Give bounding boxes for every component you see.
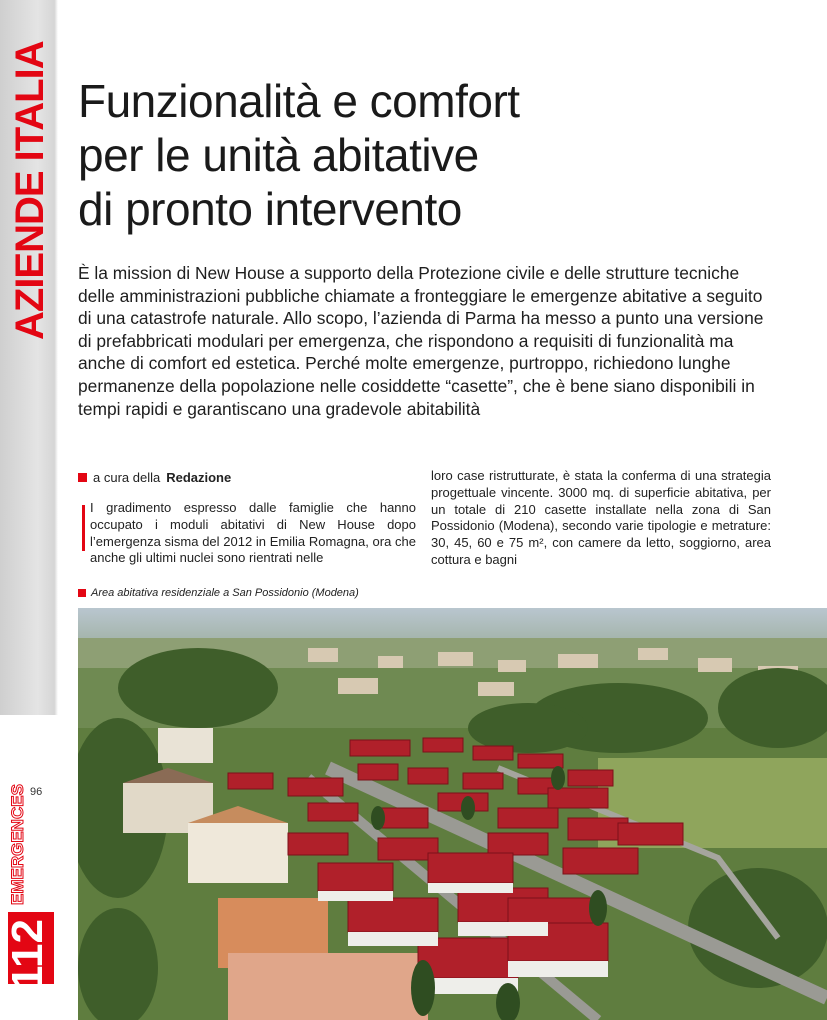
caption-text: Area abitativa residenziale a San Possidonio (Modena) [91,587,359,599]
title-line: per le unità abitative [78,129,479,181]
byline [78,470,231,485]
title-line: di pronto intervento [78,183,462,235]
article-title [78,74,778,236]
page-number: 96 [30,786,43,798]
byline-prefix: a cura della [93,470,161,485]
title-line: Funzionalità e comfort [78,75,520,127]
bullet-square-icon [78,473,87,482]
article-lead: È la mission di New House a supporto della Protezione civile e delle strutture tecniche delle amministrazioni pubbliche chiamate a fronteggiare le emergenze abitative a seguito di una catastrofe naturale. Allo scopo, l’azienda di Parma ha messo a punto una versione di prefabbricati modulari per emergenza, che rispondono a requisiti di funzionalità ma anche di comfort ed estetica. Perché molte emergenze, purtroppo, richiedono lunghe permanenze della popolazione nelle cosiddette “casette”, che è bene siano disponibili in tempi rapidi e garantiscano una gradevole abitabilità [78,263,764,419]
aerial-photo-illustration [78,608,827,1020]
body-column-left: I gradimento espresso dalle famiglie che hanno occupato i moduli abitativi di New House dopo l’emergenza sisma del 2012 in Emilia Romagna, ora che anche gli ultimi nuclei sono rientrati nelle [90,500,416,566]
byline-author: Redazione [166,470,232,485]
photo-caption [78,587,359,599]
magazine-number: 112 [3,919,52,990]
body-column-right: loro case ristrutturate, è stata la conferma di una strategia progettuale vincente. 3000 mq. di superficie abitativa, per un totale di 210 casette installate nella zona di San Possidonio (Modena), secondo varie tipologie e metrature: 30, 45, 60 e 75 m², con camere da letto, soggiorno, area cottura e bagni [431,468,771,567]
magazine-name: EMERGENCES [8,784,27,905]
aerial-photo [78,608,827,1020]
section-label: AZIENDE ITALIA [8,41,52,340]
side-band-shadow [54,0,58,715]
bullet-square-icon [78,589,86,597]
